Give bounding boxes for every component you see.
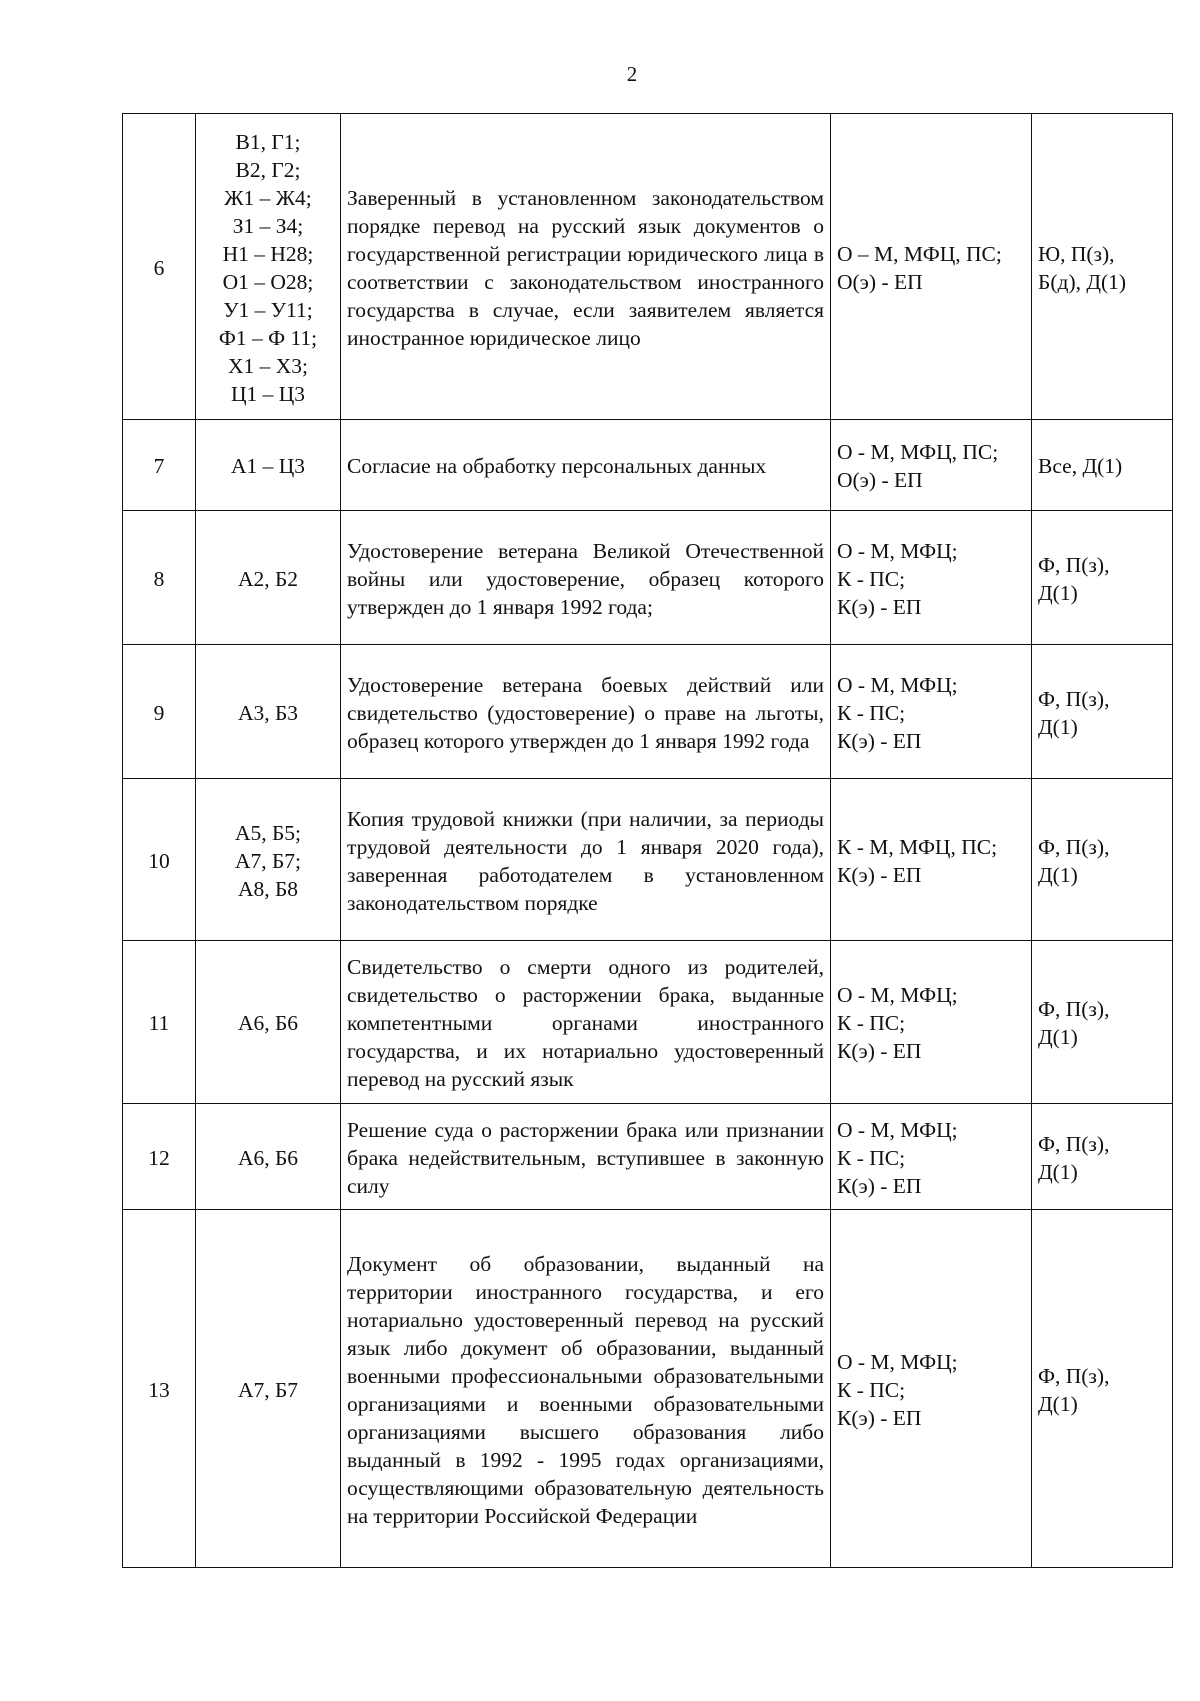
applicant-codes: В1, Г1; В2, Г2; Ж1 – Ж4; З1 – З4; Н1 – Н28; О1 – О28; У1 – У11; Ф1 – Ф 11; Х1 – Х3; Ц1 – Ц3 [196,114,341,420]
table-row [123,941,1173,1104]
applicant-codes: А2, Б2 [196,511,341,645]
submission-form: О - М, МФЦ; К - ПС; К(э) - ЕП [831,1210,1032,1568]
submission-form: О - М, МФЦ; К - ПС; К(э) - ЕП [831,941,1032,1104]
table-row [123,420,1173,511]
applicant-codes: А7, Б7 [196,1210,341,1568]
row-number: 13 [123,1210,196,1568]
document-description: Копия трудовой книжки (при наличии, за периоды трудовой деятельности до 1 января 2020 года), заверенная работодателем в установленном законодательством порядке [341,779,831,941]
document-description: Удостоверение ветерана Великой Отечественной войны или удостоверение, образец которого утвержден до 1 января 1992 года; [341,511,831,645]
applicant-category: Ф, П(з), Д(1) [1032,645,1173,779]
documents-table [122,113,1173,1568]
applicant-codes: А6, Б6 [196,1104,341,1210]
document-description: Решение суда о расторжении брака или признании брака недействительным, вступившее в законную силу [341,1104,831,1210]
table-row [123,114,1173,420]
submission-form: О - М, МФЦ; К - ПС; К(э) - ЕП [831,1104,1032,1210]
applicant-category: Все, Д(1) [1032,420,1173,511]
applicant-codes: А5, Б5; А7, Б7; А8, Б8 [196,779,341,941]
submission-form: О – М, МФЦ, ПС; О(э) - ЕП [831,114,1032,420]
row-number: 12 [123,1104,196,1210]
applicant-codes: А1 – Ц3 [196,420,341,511]
applicant-codes: А3, Б3 [196,645,341,779]
table-row [123,511,1173,645]
applicant-category: Ф, П(з), Д(1) [1032,779,1173,941]
table-row [123,645,1173,779]
row-number: 8 [123,511,196,645]
document-description: Свидетельство о смерти одного из родителей, свидетельство о расторжении брака, выданные компетентными органами иностранного государства, и их нотариально удостоверенный перевод на русский язык [341,941,831,1104]
row-number: 7 [123,420,196,511]
row-number: 9 [123,645,196,779]
table-row [123,1104,1173,1210]
row-number: 6 [123,114,196,420]
applicant-category: Ф, П(з), Д(1) [1032,1104,1173,1210]
applicant-category: Ф, П(з), Д(1) [1032,511,1173,645]
table-row [123,779,1173,941]
applicant-category: Ф, П(з), Д(1) [1032,941,1173,1104]
row-number: 10 [123,779,196,941]
row-number: 11 [123,941,196,1104]
submission-form: О - М, МФЦ; К - ПС; К(э) - ЕП [831,511,1032,645]
submission-form: К - М, МФЦ, ПС; К(э) - ЕП [831,779,1032,941]
document-description: Удостоверение ветерана боевых действий или свидетельство (удостоверение) о праве на льготы, образец которого утвержден до 1 января 1992 года [341,645,831,779]
applicant-codes: А6, Б6 [196,941,341,1104]
document-description: Согласие на обработку персональных данных [341,420,831,511]
page-number: 2 [626,62,638,86]
applicant-category: Ф, П(з), Д(1) [1032,1210,1173,1568]
submission-form: О - М, МФЦ, ПС; О(э) - ЕП [831,420,1032,511]
table-row [123,1210,1173,1568]
applicant-category: Ю, П(з), Б(д), Д(1) [1032,114,1173,420]
document-description: Заверенный в установленном законодательством порядке перевод на русский язык документов о государственной регистрации юридического лица в соответствии с законодательством иностранного государства в случае, если заявителем является иностранное юридическое лицо [341,114,831,420]
submission-form: О - М, МФЦ; К - ПС; К(э) - ЕП [831,645,1032,779]
document-description: Документ об образовании, выданный на территории иностранного государства, и его нотариально удостоверенный перевод на русский язык либо документ об образовании, выданный военными профессиональными образовательными организациями и военными образовательными организациями высшего образования либо выданный в 1992 - 1995 годах организациями, осуществляющими образовательную деятельность на территории Российской Федерации [341,1210,831,1568]
